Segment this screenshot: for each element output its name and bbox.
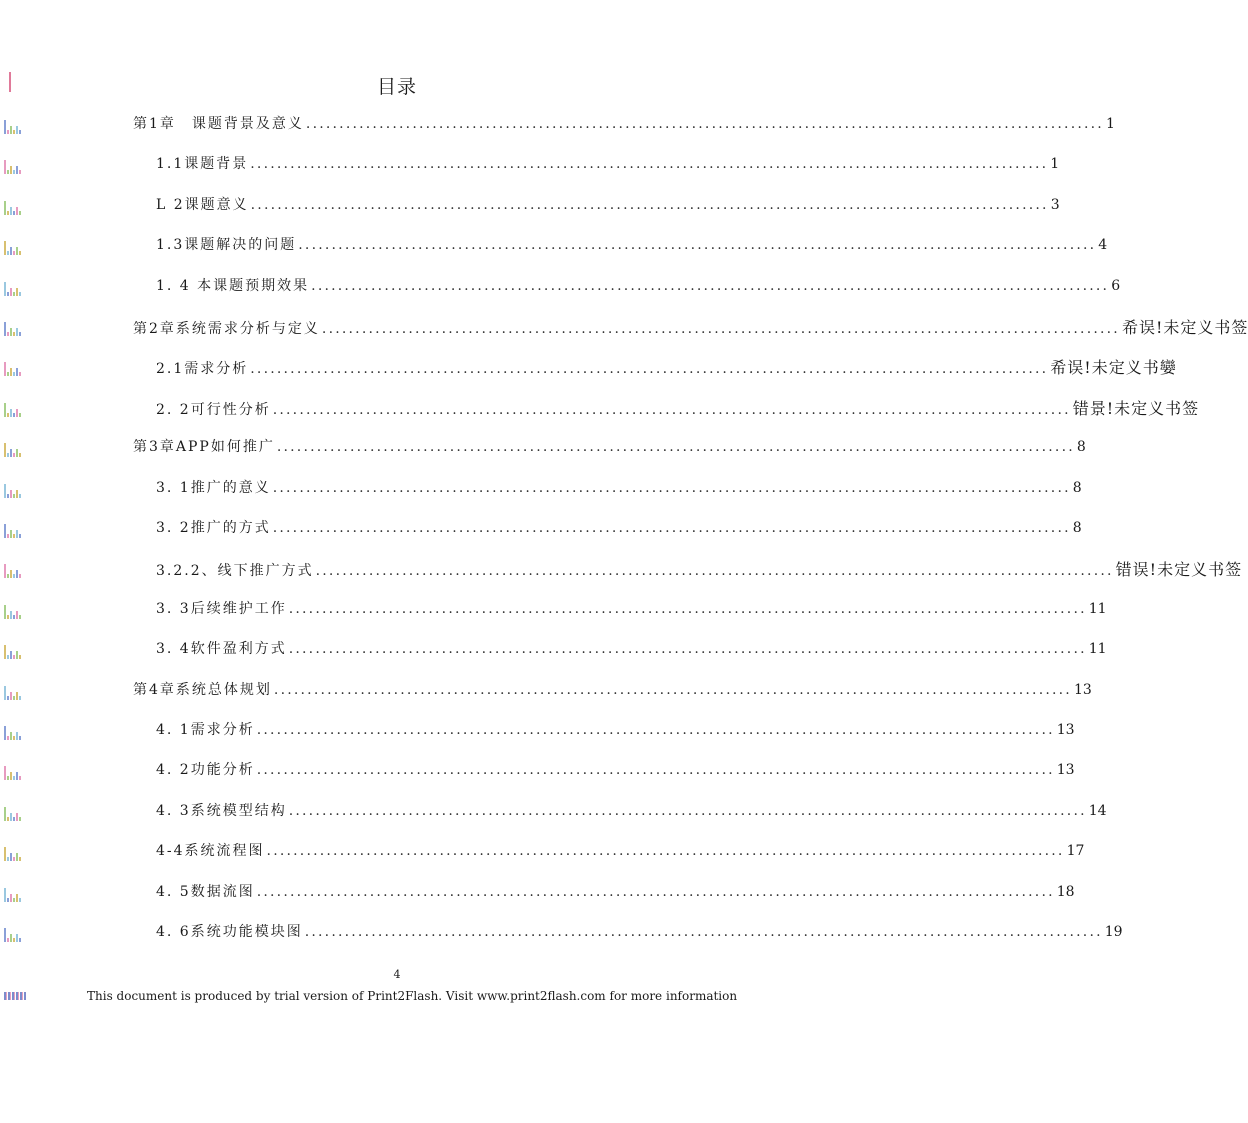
toc-entry[interactable] [133, 436, 1086, 458]
toc-entry-page: 18 [1056, 883, 1075, 900]
toc-entry[interactable] [156, 881, 1075, 903]
toc-entry-label: 4. 2功能分析 [156, 762, 255, 779]
toc-entry-label: 第3章APP如何推广 [133, 439, 275, 456]
toc-entry-label: 1. 4 本课题预期效果 [156, 277, 310, 294]
toc-entry[interactable] [156, 234, 1108, 256]
toc-entry[interactable] [156, 517, 1082, 539]
footer-margin-marker [4, 992, 26, 1000]
toc-entry-label: 4. 1需求分析 [156, 722, 255, 738]
margin-mark [4, 196, 22, 212]
margin-mark [4, 519, 22, 535]
margin-mark [4, 479, 22, 495]
toc-entry-label: 1.1课题背景 [156, 156, 249, 173]
toc-entry-label: 4-4系统流程图 [156, 843, 265, 860]
toc-title: 目录 [376, 76, 417, 98]
toc-leader-dots: ........................................................................................................................ [250, 156, 1049, 173]
margin-mark [4, 438, 22, 454]
toc-entry-page: 19 [1104, 924, 1123, 940]
toc-leader-dots: ........................................................................................................................ [256, 883, 1055, 900]
toc-entry-label: 2.1需求分析 [156, 361, 249, 378]
toc-leader-dots: ........................................................................................................................ [304, 924, 1103, 940]
margin-mark [4, 761, 22, 777]
margin-mark [4, 600, 22, 616]
toc-entry-page: 错景!未定义书签 [1072, 398, 1200, 418]
toc-leader-dots: ........................................................................................................................ [272, 401, 1071, 418]
toc-entry-page: 1 [1050, 156, 1060, 173]
toc-entry-page: 希误!未定义书签 [1121, 318, 1248, 337]
margin-mark [4, 923, 22, 939]
toc-entry[interactable] [156, 921, 1123, 943]
toc-entry-page: 14 [1088, 802, 1107, 819]
toc-entry-page: 8 [1072, 520, 1082, 536]
toc-leader-dots: ........................................................................................................................ [321, 321, 1120, 337]
toc-entry-page: 4 [1098, 237, 1108, 254]
margin-mark [4, 236, 22, 252]
margin-mark [4, 559, 22, 575]
toc-entry[interactable] [156, 275, 1121, 297]
toc-entry[interactable] [156, 396, 1200, 418]
margin-mark [4, 640, 22, 656]
toc-entry-page: 错误!未定义书签 [1115, 560, 1243, 580]
toc-leader-dots: ........................................................................................................................ [256, 762, 1055, 779]
toc-entry-label: 3. 4软件盈利方式 [156, 641, 287, 658]
toc-entry-page: 1 [1105, 116, 1115, 132]
toc-leader-dots: ........................................................................................................................ [250, 361, 1049, 378]
toc-leader-dots: ........................................................................................................................ [315, 563, 1114, 580]
margin-mark [4, 317, 22, 333]
toc-entry-label: 第4章系统总体规划 [133, 681, 272, 698]
toc-entry[interactable] [156, 557, 1243, 580]
margin-mark [4, 357, 22, 373]
margin-mark [4, 842, 22, 858]
toc-entry-label: 3. 2推广的方式 [156, 520, 271, 536]
toc-entry-label: 3.2.2、线下推广方式 [156, 563, 314, 580]
toc-entry[interactable] [156, 194, 1060, 216]
toc-leader-dots: ........................................................................................................................ [305, 116, 1104, 132]
toc-leader-dots: ........................................................................................................................ [272, 520, 1071, 536]
toc-entry[interactable] [156, 800, 1107, 822]
toc-leader-dots: ........................................................................................................................ [272, 479, 1071, 496]
toc-entry[interactable] [156, 759, 1075, 781]
toc-leader-dots: ........................................................................................................................ [266, 843, 1065, 860]
toc-entry[interactable] [133, 679, 1092, 701]
toc-entry[interactable] [156, 638, 1107, 660]
toc-entry-label: 1.3课题解决的问题 [156, 237, 297, 254]
toc-entry-page: 希误!未定义书孌 [1050, 358, 1177, 378]
toc-entry-label: 4. 3系统模型结构 [156, 802, 287, 819]
margin-mark [4, 721, 22, 737]
toc-entry-page: 6 [1111, 277, 1121, 294]
page-number: 4 [393, 968, 401, 981]
margin-mark [4, 681, 22, 697]
toc-leader-dots: ........................................................................................................................ [273, 681, 1072, 698]
toc-entry-page: 3 [1050, 196, 1060, 213]
toc-entry[interactable] [156, 719, 1075, 741]
margin-mark [4, 155, 22, 171]
toc-entry[interactable] [133, 113, 1115, 135]
toc-entry-label: 2. 2可行性分析 [156, 401, 271, 418]
toc-entry[interactable] [156, 840, 1085, 862]
toc-leader-dots: ........................................................................................................................ [276, 439, 1075, 456]
toc-entry-page: 8 [1072, 479, 1082, 496]
toc-entry-page: 11 [1088, 600, 1107, 617]
toc-leader-dots: ........................................................................................................................ [288, 641, 1087, 658]
toc-leader-dots: ........................................................................................................................ [288, 802, 1087, 819]
toc-entry-label: 3. 1推广的意义 [156, 479, 271, 496]
margin-mark [4, 115, 22, 131]
margin-mark [4, 277, 22, 293]
toc-entry-label: L 2课题意义 [156, 196, 249, 213]
toc-entry[interactable] [156, 477, 1082, 499]
toc-leader-dots: ........................................................................................................................ [298, 237, 1097, 254]
toc-leader-dots: ........................................................................................................................ [256, 722, 1055, 738]
toc-entry-label: 第1章 课题背景及意义 [133, 116, 304, 132]
toc-entry-label: 第2章系统需求分析与定义 [133, 321, 320, 337]
toc-entry-page: 11 [1088, 641, 1107, 658]
toc-entry[interactable] [133, 315, 1248, 337]
margin-mark [4, 398, 22, 414]
toc-entry-page: 17 [1066, 843, 1085, 860]
toc-entry-page: 13 [1073, 681, 1092, 698]
toc-entry-label: 3. 3后续维护工作 [156, 600, 287, 617]
trial-notice: This document is produced by trial version of Print2Flash. Visit www.print2flash.com for more information [87, 989, 738, 1003]
toc-entry-page: 8 [1076, 439, 1086, 456]
toc-entry[interactable] [156, 598, 1107, 620]
margin-mark [4, 883, 22, 899]
toc-entry-label: 4. 6系统功能模块图 [156, 924, 303, 940]
toc-leader-dots: ........................................................................................................................ [250, 196, 1049, 213]
toc-entry[interactable] [156, 153, 1060, 175]
toc-entry-page: 13 [1056, 722, 1075, 738]
toc-entry[interactable] [156, 355, 1177, 378]
toc-entry-label: 4. 5数据流图 [156, 883, 255, 900]
toc-leader-dots: ........................................................................................................................ [288, 600, 1087, 617]
margin-mark [4, 802, 22, 818]
toc-entry-page: 13 [1056, 762, 1075, 779]
toc-leader-dots: ........................................................................................................................ [311, 277, 1110, 294]
